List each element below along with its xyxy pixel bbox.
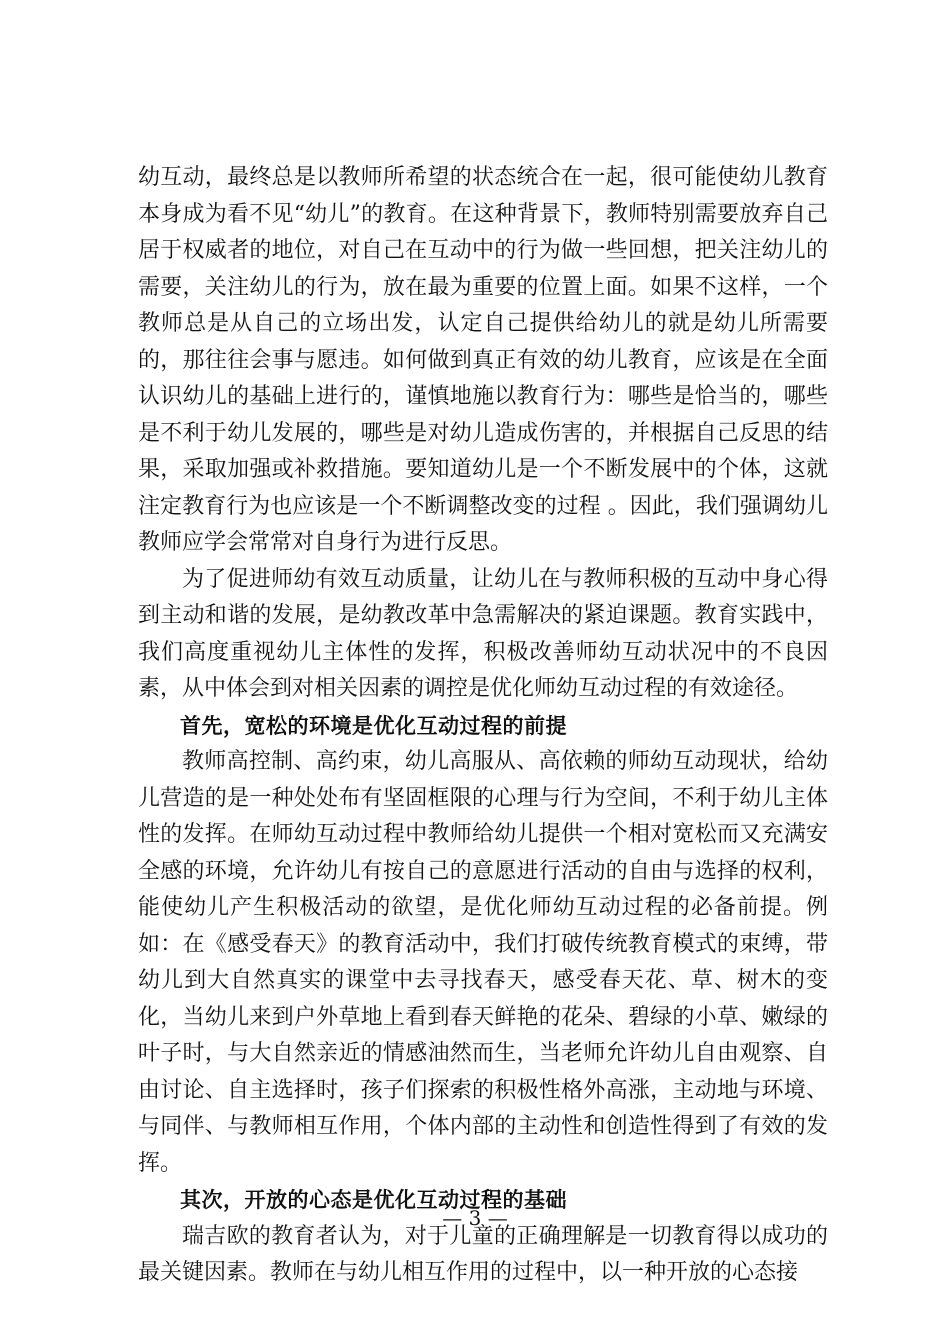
section-heading-second: 其次，开放的心态是优化互动过程的基础 <box>180 1188 567 1212</box>
paragraph-intro: 为了促进师幼有效互动质量，让幼儿在与教师积极的互动中身心得到主动和谐的发展，是幼教改革中急需解决的紧迫课题。教育实践中，我们高度重视幼儿主体性的发挥，积极改善师幼互动状况中的不良因素，从中体会到对相关因素的调控是优化师幼互动过程的有效途径。 <box>138 566 828 701</box>
paragraph-first-section: 教师高控制、高约束，幼儿高服从、高依赖的师幼互动现状，给幼儿营造的是一种处处布有坚固框限的心理与行为空间，不利于幼儿主体性的发挥。在师幼互动过程中教师给幼儿提供一个相对宽松而又充满安全感的环境，允许幼儿有按自己的意愿进行活动的自由与选择的权利，能使幼儿产生积极活动的欲望，是优化师幼互动过程的必备前提。例如：在《感受春天》的教育活动中，我们打破传统教育模式的束缚，带幼儿到大自然真实的课堂中去寻找春天，感受春天花、草、树木的变化，当幼儿来到户外草地上看到春天鲜艳的花朵、碧绿的小草、嫩绿的叶子时，与大自然亲近的情感油然而生，当老师允许幼儿自由观察、自由讨论、自主选择时，孩子们探索的积极性格外高涨，主动地与环境、与同伴、与教师相互作用，个体内部的主动性和创造性得到了有效的发挥。 <box>138 749 828 1176</box>
page-number: — 3 — <box>442 1206 508 1230</box>
paragraph-second-section: 瑞吉欧的教育者认为，对于儿童的正确理解是一切教育得以成功的最关键因素。教师在与幼儿相互作用的过程中，以一种开放的心态接 <box>138 1223 828 1285</box>
section-heading-first: 首先，宽松的环境是优化互动过程的前提 <box>180 713 567 738</box>
paragraph-continuation: 幼互动，最终总是以教师所希望的状态统合在一起，很可能使幼儿教育本身成为看不见“幼儿”的教育。在这种背景下，教师特别需要放弃自己居于权威者的地位，对自己在互动中的行为做一些回想，把关注幼儿的需要，关注幼儿的行为，放在最为重要的位置上面。如果不这样，一个教师总是从自己的立场出发，认定自己提供给幼儿的就是幼儿所需要的，那往往会事与愿违。如何做到真正有效的幼儿教育，应该是在全面认识幼儿的基础上进行的，谨慎地施以教育行为：哪些是恰当的，哪些是不利于幼儿发展的，哪些是对幼儿造成伤害的，并根据自己反思的结果，采取加强或补救措施。要知道幼儿是一个不断发展中的个体，这就注定教育行为也应该是一个不断调整改变的过程 。因此，我们强调幼儿教师应学会常常对自身行为进行反思。 <box>138 165 828 555</box>
document-body <box>138 160 828 1292</box>
